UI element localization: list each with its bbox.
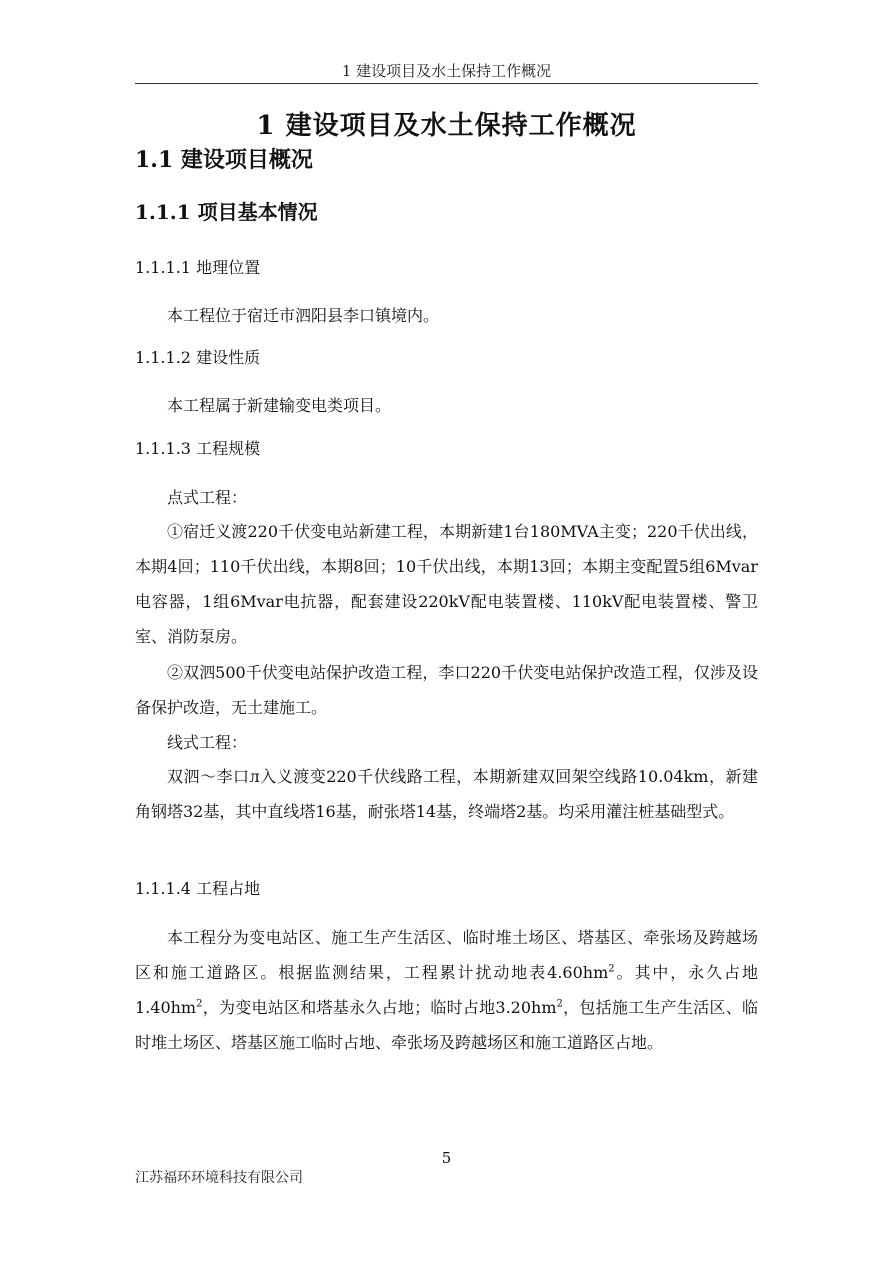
scale-heading: 1.1.1.3 工程规模 bbox=[135, 439, 261, 458]
chapter-title: 1 建设项目及水土保持工作概况 bbox=[256, 111, 637, 141]
line-project-paragraph: 双泗～李口л入义渡变220千伏线路工程，本期新建双回架空线路10.04km，新建角钢塔32基，其中直线塔16基，耐张塔14基，终端塔2基。均采用灌注桩基础型式。 bbox=[135, 767, 758, 821]
land-text-c: ，为变电站区和塔基永久占地；临时占地3.20hm bbox=[202, 998, 557, 1017]
location-paragraph: 本工程位于宿迁市泗阳县李口镇境内。 bbox=[167, 306, 440, 325]
running-header: 1 建设项目及水土保持工作概况 bbox=[341, 62, 552, 80]
land-heading: 1.1.1.4 工程占地 bbox=[135, 879, 261, 898]
point-project-label: 点式工程： bbox=[167, 488, 248, 507]
land-paragraph bbox=[135, 920, 758, 1060]
superscript-2: 2 bbox=[196, 998, 203, 1010]
nature-paragraph: 本工程属于新建输变电类项目。 bbox=[167, 396, 392, 415]
point-project-item-1: ①宿迁义渡220千伏变电站新建工程，本期新建1台180MVA主变；220千伏出线，本期4回；110千伏出线，本期8回；10千伏出线，本期13回；本期主变配置5组6Mvar电容器，1组6Mvar电抗器，配套建设220kV配电装置楼、110kV配电装置楼、警卫室、消防泵房。 bbox=[135, 522, 758, 646]
header-divider bbox=[135, 83, 758, 84]
nature-heading: 1.1.1.2 建设性质 bbox=[135, 348, 261, 367]
point-project-item-2: ②双泗500千伏变电站保护改造工程，李口220千伏变电站保护改造工程，仅涉及设备保护改造，无土建施工。 bbox=[135, 663, 758, 717]
superscript-2: 2 bbox=[556, 998, 563, 1010]
subsection-title: 1.1.1 项目基本情况 bbox=[135, 200, 318, 224]
footer-company: 江苏福环环境科技有限公司 bbox=[135, 1170, 303, 1186]
location-heading: 1.1.1.1 地理位置 bbox=[135, 258, 261, 277]
line-project-label: 线式工程： bbox=[167, 733, 248, 752]
land-text-b: 。其中，永久占地1.40hm bbox=[135, 963, 758, 1017]
page-number: 5 bbox=[441, 1149, 452, 1167]
land-text-d: ，包括施工生产生活区、临时堆土场区、塔基区施工临时占地、牵张场及跨越场区和施工道路区占地。 bbox=[135, 998, 758, 1052]
superscript-2: 2 bbox=[608, 963, 615, 975]
section-title: 1.1 建设项目概况 bbox=[135, 147, 313, 173]
land-text-a: 本工程分为变电站区、施工生产生活区、临时堆土场区、塔基区、牵张场及跨越场区和施工道路区。根据监测结果，工程累计扰动地表4.60hm bbox=[135, 928, 758, 982]
